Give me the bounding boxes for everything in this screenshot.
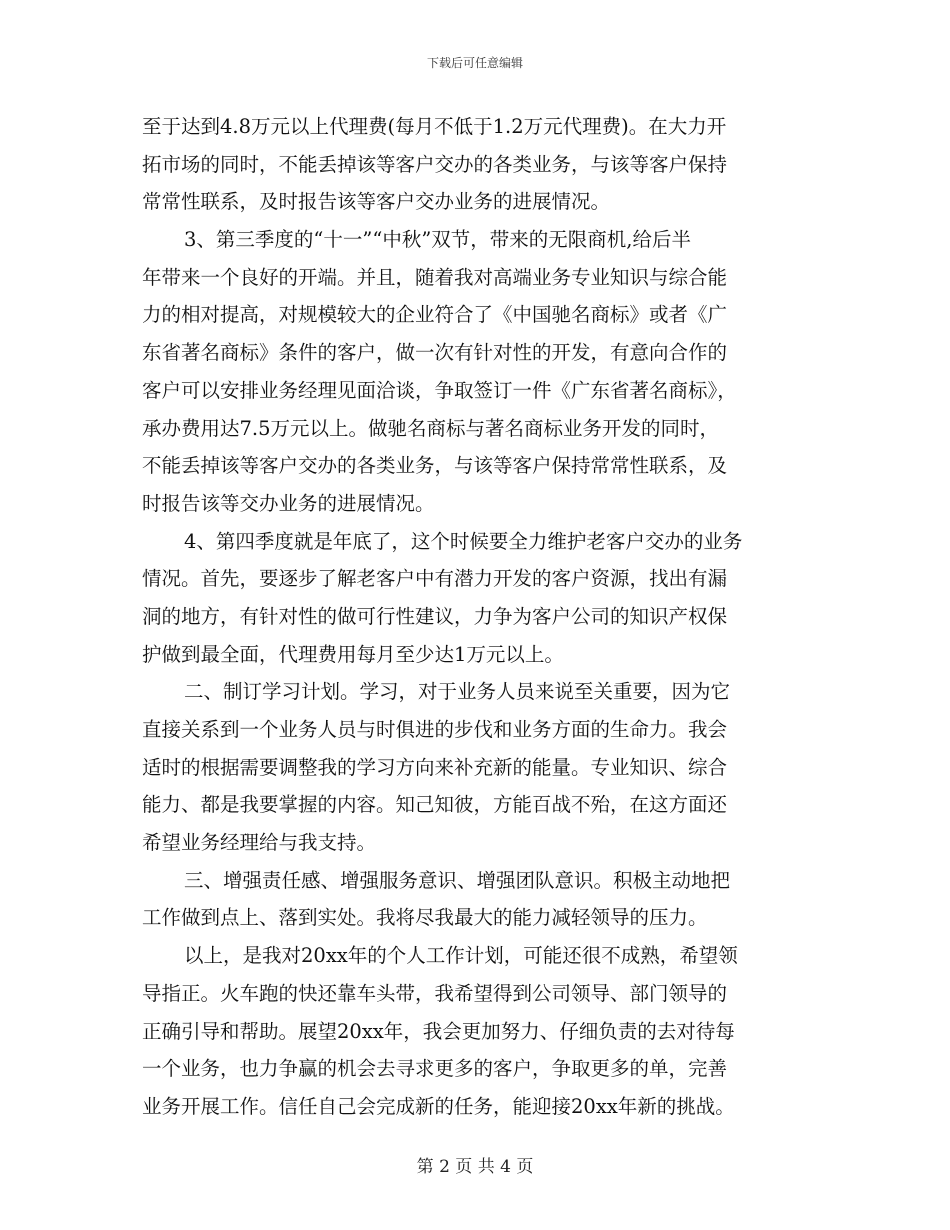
text-line: 力的相对提高，对规模较大的企业符合了《中国驰名商标》或者《广 [142, 303, 728, 327]
text-line: 业务开展工作。信任自己会完成新的任务，能迎接20xx年新的挑战。 [142, 1094, 735, 1118]
text-line: 客户可以安排业务经理见面洽谈，争取签订一件《广东省著名商标》， [142, 378, 737, 402]
text-line: 拓市场的同时，不能丢掉该等客户交办的各类业务，与该等客户保持 [142, 152, 728, 176]
text-line: 至于达到4.8万元以上代理费(每月不低于1.2万元代理费)。在大力开 [142, 115, 727, 138]
text-line: 情况。首先，要逐步了解老客户中有潜力开发的客户资源，找出有漏 [142, 567, 728, 591]
text-line: 一个业务，也力争赢的机会去寻求更多的客户，争取更多的单，完善 [142, 1057, 728, 1081]
text-line: 洞的地方，有针对性的做可行性建议，力争为客户公司的知识产权保 [142, 604, 728, 628]
text-line: 4、第四季度就是年底了，这个时候要全力维护老客户交办的业务 [184, 529, 743, 553]
text-line: 3、第三季度的“十一”“中秋”双节，带来的无限商机,给后半 [184, 228, 691, 252]
text-line: 承办费用达7.5万元以上。做驰名商标与著名商标业务开发的同时， [142, 416, 720, 440]
page-header: 下载后可任意编辑 [426, 56, 523, 70]
text-line: 时报告该等交办业务的进展情况。 [142, 491, 435, 515]
text-line: 东省著名商标》条件的客户，做一次有针对性的开发，有意向合作的 [142, 341, 728, 365]
text-line: 常常性联系，及时报告该等客户交办业务的进展情况。 [142, 190, 611, 214]
text-line: 二、制订学习计划。学习，对于业务人员来说至关重要，因为它 [184, 680, 731, 704]
text-line: 能力、都是我要掌握的内容。知己知彼，方能百战不殆，在这方面还 [142, 793, 728, 817]
text-line: 工作做到点上、落到实处。我将尽我最大的能力减轻领导的压力。 [142, 906, 708, 930]
text-line: 直接关系到一个业务人员与时俱进的步伐和业务方面的生命力。我会 [142, 718, 728, 741]
page-number-footer: 第 2 页 共 4 页 [416, 1157, 534, 1177]
document-body [142, 108, 812, 1126]
text-line: 希望业务经理给与我支持。 [142, 831, 377, 855]
text-line: 护做到最全面，代理费用每月至少达1万元以上。 [142, 642, 564, 666]
text-line: 不能丢掉该等客户交办的各类业务，与该等客户保持常常性联系，及 [142, 454, 728, 478]
text-line: 正确引导和帮助。展望20xx年，我会更加努力、仔细负责的去对待每 [142, 1019, 735, 1043]
text-line: 以上，是我对20xx年的个人工作计划，可能还很不成熟，希望领 [184, 944, 738, 968]
text-line: 导指正。火车跑的快还靠车头带，我希望得到公司领导、部门领导的 [142, 981, 728, 1005]
text-line: 适时的根据需要调整我的学习方向来补充新的能量。专业知识、综合 [142, 755, 728, 779]
text-line: 三、增强责任感、增强服务意识、增强团队意识。积极主动地把 [184, 868, 731, 892]
text-line: 年带来一个良好的开端。并且，随着我对高端业务专业知识与综合能 [142, 265, 728, 289]
